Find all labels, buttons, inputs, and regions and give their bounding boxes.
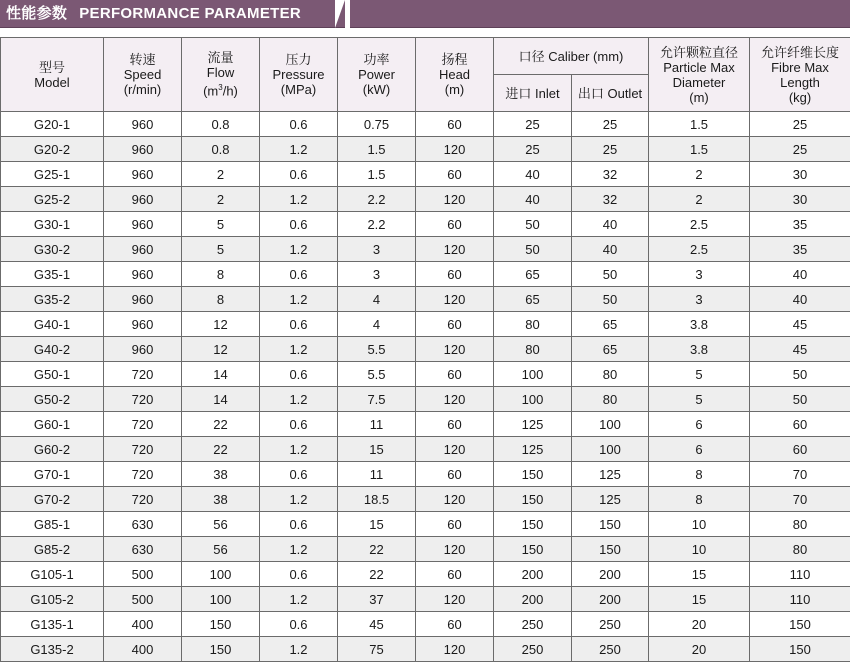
cell-head: 120: [416, 137, 494, 162]
cell-pressure: 1.2: [260, 137, 338, 162]
cell-outlet: 150: [572, 537, 649, 562]
cell-fibre-length: 40: [750, 262, 850, 287]
table-row: [1, 612, 850, 637]
cell-model: G105-1: [1, 562, 104, 587]
cell-power: 1.5: [338, 137, 416, 162]
cell-pressure: 1.2: [260, 587, 338, 612]
cell-model: G60-2: [1, 437, 104, 462]
cell-flow: 38: [182, 487, 260, 512]
section-title: 性能参数 PERFORMANCE PARAMETER: [6, 5, 301, 22]
cell-inlet: 125: [494, 437, 572, 462]
cell-flow: 14: [182, 362, 260, 387]
cell-particle-diameter: 6: [649, 412, 750, 437]
cell-particle-diameter: 15: [649, 562, 750, 587]
cell-model: G70-2: [1, 487, 104, 512]
cell-pressure: 1.2: [260, 187, 338, 212]
cell-power: 22: [338, 537, 416, 562]
cell-head: 60: [416, 362, 494, 387]
cell-head: 120: [416, 487, 494, 512]
cell-model: G50-2: [1, 387, 104, 412]
cell-speed: 960: [104, 137, 182, 162]
cell-power: 2.2: [338, 187, 416, 212]
table-row: [1, 387, 850, 412]
table-row: [1, 487, 850, 512]
cell-outlet: 65: [572, 312, 649, 337]
cell-model: G35-1: [1, 262, 104, 287]
cell-pressure: 0.6: [260, 462, 338, 487]
banner-divider: [345, 0, 350, 28]
cell-speed: 400: [104, 612, 182, 637]
cell-flow: 100: [182, 562, 260, 587]
cell-power: 5.5: [338, 337, 416, 362]
cell-fibre-length: 30: [750, 162, 850, 187]
cell-flow: 12: [182, 337, 260, 362]
cell-speed: 500: [104, 562, 182, 587]
cell-inlet: 200: [494, 587, 572, 612]
cell-model: G40-2: [1, 337, 104, 362]
cell-model: G25-2: [1, 187, 104, 212]
cell-fibre-length: 25: [750, 137, 850, 162]
cell-speed: 960: [104, 212, 182, 237]
performance-table: [0, 37, 850, 662]
cell-flow: 5: [182, 237, 260, 262]
cell-particle-diameter: 3: [649, 262, 750, 287]
cell-fibre-length: 60: [750, 412, 850, 437]
cell-head: 60: [416, 562, 494, 587]
cell-outlet: 50: [572, 262, 649, 287]
cell-particle-diameter: 10: [649, 512, 750, 537]
header-fibre-length: 允许纤维长度 Fibre Max Length (kg): [750, 38, 850, 112]
table-row: [1, 162, 850, 187]
cell-flow: 0.8: [182, 112, 260, 137]
cell-inlet: 125: [494, 412, 572, 437]
cell-power: 11: [338, 412, 416, 437]
cell-inlet: 250: [494, 637, 572, 662]
cell-flow: 12: [182, 312, 260, 337]
header-pressure: 压力 Pressure (MPa): [260, 38, 338, 112]
cell-head: 120: [416, 187, 494, 212]
cell-inlet: 150: [494, 537, 572, 562]
cell-inlet: 25: [494, 112, 572, 137]
table-row: [1, 362, 850, 387]
section-banner: [0, 0, 850, 28]
cell-outlet: 50: [572, 287, 649, 312]
cell-head: 120: [416, 287, 494, 312]
cell-model: G70-1: [1, 462, 104, 487]
cell-power: 18.5: [338, 487, 416, 512]
cell-model: G60-1: [1, 412, 104, 437]
cell-outlet: 150: [572, 512, 649, 537]
cell-fibre-length: 30: [750, 187, 850, 212]
cell-head: 60: [416, 212, 494, 237]
cell-outlet: 40: [572, 212, 649, 237]
header-outlet: 出口 Outlet: [572, 75, 649, 112]
cell-speed: 960: [104, 112, 182, 137]
cell-pressure: 1.2: [260, 387, 338, 412]
cell-power: 75: [338, 637, 416, 662]
cell-model: G135-1: [1, 612, 104, 637]
cell-model: G35-2: [1, 287, 104, 312]
cell-outlet: 40: [572, 237, 649, 262]
cell-outlet: 25: [572, 137, 649, 162]
cell-model: G30-1: [1, 212, 104, 237]
cell-power: 15: [338, 512, 416, 537]
cell-head: 60: [416, 612, 494, 637]
cell-head: 120: [416, 337, 494, 362]
cell-pressure: 1.2: [260, 237, 338, 262]
cell-flow: 56: [182, 537, 260, 562]
cell-model: G85-1: [1, 512, 104, 537]
cell-particle-diameter: 2: [649, 162, 750, 187]
cell-speed: 630: [104, 512, 182, 537]
cell-pressure: 0.6: [260, 512, 338, 537]
cell-flow: 22: [182, 437, 260, 462]
cell-particle-diameter: 6: [649, 437, 750, 462]
cell-fibre-length: 50: [750, 362, 850, 387]
cell-head: 60: [416, 262, 494, 287]
header-flow: 流量 Flow $(m^3/h)$: [182, 38, 260, 112]
cell-outlet: 250: [572, 637, 649, 662]
cell-speed: 960: [104, 237, 182, 262]
cell-power: 45: [338, 612, 416, 637]
cell-fibre-length: 150: [750, 637, 850, 662]
cell-inlet: 50: [494, 237, 572, 262]
cell-fibre-length: 45: [750, 337, 850, 362]
cell-fibre-length: 50: [750, 387, 850, 412]
cell-flow: 150: [182, 612, 260, 637]
cell-model: G25-1: [1, 162, 104, 187]
cell-outlet: 250: [572, 612, 649, 637]
cell-pressure: 0.6: [260, 262, 338, 287]
cell-fibre-length: 70: [750, 462, 850, 487]
table-row: [1, 437, 850, 462]
cell-flow: 100: [182, 587, 260, 612]
cell-fibre-length: 45: [750, 312, 850, 337]
cell-power: 3: [338, 237, 416, 262]
cell-power: 3: [338, 262, 416, 287]
table-row: [1, 287, 850, 312]
cell-outlet: 200: [572, 562, 649, 587]
cell-speed: 960: [104, 187, 182, 212]
cell-particle-diameter: 2.5: [649, 212, 750, 237]
table-row: [1, 187, 850, 212]
cell-power: 15: [338, 437, 416, 462]
cell-particle-diameter: 5: [649, 387, 750, 412]
cell-particle-diameter: 3: [649, 287, 750, 312]
cell-inlet: 150: [494, 487, 572, 512]
cell-outlet: 125: [572, 487, 649, 512]
cell-particle-diameter: 3.8: [649, 337, 750, 362]
cell-outlet: 65: [572, 337, 649, 362]
cell-pressure: 1.2: [260, 537, 338, 562]
cell-speed: 720: [104, 487, 182, 512]
cell-power: 2.2: [338, 212, 416, 237]
header-inlet: 进口 Inlet: [494, 75, 572, 112]
cell-flow: 5: [182, 212, 260, 237]
cell-outlet: 125: [572, 462, 649, 487]
cell-flow: 150: [182, 637, 260, 662]
table-row: [1, 212, 850, 237]
cell-inlet: 65: [494, 287, 572, 312]
cell-pressure: 0.6: [260, 362, 338, 387]
cell-particle-diameter: 15: [649, 587, 750, 612]
cell-speed: 720: [104, 437, 182, 462]
cell-fibre-length: 150: [750, 612, 850, 637]
cell-flow: 38: [182, 462, 260, 487]
cell-model: G50-1: [1, 362, 104, 387]
cell-head: 60: [416, 412, 494, 437]
cell-speed: 500: [104, 587, 182, 612]
cell-inlet: 150: [494, 512, 572, 537]
table-row: [1, 262, 850, 287]
cell-power: 5.5: [338, 362, 416, 387]
cell-fibre-length: 80: [750, 537, 850, 562]
cell-head: 60: [416, 462, 494, 487]
cell-pressure: 0.6: [260, 562, 338, 587]
cell-speed: 960: [104, 287, 182, 312]
cell-model: G30-2: [1, 237, 104, 262]
cell-outlet: 25: [572, 112, 649, 137]
cell-power: 22: [338, 562, 416, 587]
cell-inlet: 200: [494, 562, 572, 587]
table-row: [1, 462, 850, 487]
cell-power: 0.75: [338, 112, 416, 137]
cell-flow: 2: [182, 187, 260, 212]
cell-fibre-length: 80: [750, 512, 850, 537]
cell-inlet: 65: [494, 262, 572, 287]
cell-particle-diameter: 1.5: [649, 112, 750, 137]
cell-head: 60: [416, 162, 494, 187]
cell-head: 120: [416, 237, 494, 262]
cell-particle-diameter: 20: [649, 612, 750, 637]
cell-speed: 720: [104, 412, 182, 437]
table-row: [1, 312, 850, 337]
cell-fibre-length: 110: [750, 562, 850, 587]
cell-head: 120: [416, 437, 494, 462]
banner-notch: [335, 0, 345, 28]
cell-inlet: 150: [494, 462, 572, 487]
cell-speed: 960: [104, 162, 182, 187]
cell-model: G20-2: [1, 137, 104, 162]
cell-power: 4: [338, 312, 416, 337]
cell-particle-diameter: 3.8: [649, 312, 750, 337]
cell-head: 60: [416, 112, 494, 137]
cell-speed: 720: [104, 387, 182, 412]
cell-particle-diameter: 2.5: [649, 237, 750, 262]
cell-particle-diameter: 8: [649, 487, 750, 512]
cell-particle-diameter: 5: [649, 362, 750, 387]
cell-pressure: 1.2: [260, 487, 338, 512]
cell-outlet: 32: [572, 187, 649, 212]
cell-pressure: 0.6: [260, 312, 338, 337]
cell-head: 120: [416, 387, 494, 412]
cell-inlet: 50: [494, 212, 572, 237]
cell-model: G105-2: [1, 587, 104, 612]
cell-inlet: 40: [494, 187, 572, 212]
cell-speed: 960: [104, 337, 182, 362]
table-row: [1, 587, 850, 612]
cell-speed: 720: [104, 362, 182, 387]
cell-pressure: 0.6: [260, 612, 338, 637]
cell-flow: 22: [182, 412, 260, 437]
cell-fibre-length: 110: [750, 587, 850, 612]
table-row: [1, 562, 850, 587]
cell-speed: 400: [104, 637, 182, 662]
cell-model: G135-2: [1, 637, 104, 662]
cell-fibre-length: 35: [750, 237, 850, 262]
cell-speed: 960: [104, 262, 182, 287]
cell-pressure: 1.2: [260, 337, 338, 362]
cell-head: 120: [416, 637, 494, 662]
cell-fibre-length: 35: [750, 212, 850, 237]
cell-particle-diameter: 8: [649, 462, 750, 487]
cell-fibre-length: 70: [750, 487, 850, 512]
cell-outlet: 100: [572, 412, 649, 437]
table-body: [1, 112, 850, 662]
cell-inlet: 80: [494, 312, 572, 337]
cell-head: 120: [416, 537, 494, 562]
cell-pressure: 1.2: [260, 287, 338, 312]
cell-model: G20-1: [1, 112, 104, 137]
table-row: [1, 112, 850, 137]
cell-flow: 56: [182, 512, 260, 537]
cell-fibre-length: 60: [750, 437, 850, 462]
header-caliber: 口径 Caliber (mm): [494, 38, 649, 75]
cell-speed: 720: [104, 462, 182, 487]
cell-outlet: 80: [572, 387, 649, 412]
cell-power: 1.5: [338, 162, 416, 187]
cell-outlet: 32: [572, 162, 649, 187]
cell-inlet: 25: [494, 137, 572, 162]
cell-outlet: 200: [572, 587, 649, 612]
table-row: [1, 512, 850, 537]
cell-inlet: 40: [494, 162, 572, 187]
cell-speed: 960: [104, 312, 182, 337]
cell-pressure: 0.6: [260, 212, 338, 237]
cell-power: 37: [338, 587, 416, 612]
cell-head: 60: [416, 512, 494, 537]
table-row: [1, 337, 850, 362]
cell-particle-diameter: 20: [649, 637, 750, 662]
cell-inlet: 100: [494, 362, 572, 387]
cell-head: 120: [416, 587, 494, 612]
cell-power: 4: [338, 287, 416, 312]
table-row: [1, 412, 850, 437]
header-model: 型号 Model: [1, 38, 104, 112]
header-speed: 转速 Speed (r/min): [104, 38, 182, 112]
cell-flow: 8: [182, 262, 260, 287]
header-particle-diameter: 允许颗粒直径 Particle Max Diameter (m): [649, 38, 750, 112]
cell-power: 7.5: [338, 387, 416, 412]
header-power: 功率 Power (kW): [338, 38, 416, 112]
cell-inlet: 80: [494, 337, 572, 362]
cell-particle-diameter: 10: [649, 537, 750, 562]
cell-outlet: 80: [572, 362, 649, 387]
cell-speed: 630: [104, 537, 182, 562]
cell-flow: 8: [182, 287, 260, 312]
cell-flow: 14: [182, 387, 260, 412]
table-row: [1, 237, 850, 262]
cell-particle-diameter: 2: [649, 187, 750, 212]
cell-flow: 0.8: [182, 137, 260, 162]
cell-power: 11: [338, 462, 416, 487]
cell-fibre-length: 25: [750, 112, 850, 137]
cell-outlet: 100: [572, 437, 649, 462]
cell-pressure: 1.2: [260, 637, 338, 662]
cell-flow: 2: [182, 162, 260, 187]
cell-fibre-length: 40: [750, 287, 850, 312]
cell-pressure: 0.6: [260, 112, 338, 137]
cell-head: 60: [416, 312, 494, 337]
cell-pressure: 1.2: [260, 437, 338, 462]
cell-inlet: 100: [494, 387, 572, 412]
header-head: 扬程 Head (m): [416, 38, 494, 112]
cell-pressure: 0.6: [260, 412, 338, 437]
cell-model: G40-1: [1, 312, 104, 337]
table-row: [1, 137, 850, 162]
table-row: [1, 537, 850, 562]
cell-particle-diameter: 1.5: [649, 137, 750, 162]
cell-pressure: 0.6: [260, 162, 338, 187]
cell-model: G85-2: [1, 537, 104, 562]
cell-inlet: 250: [494, 612, 572, 637]
